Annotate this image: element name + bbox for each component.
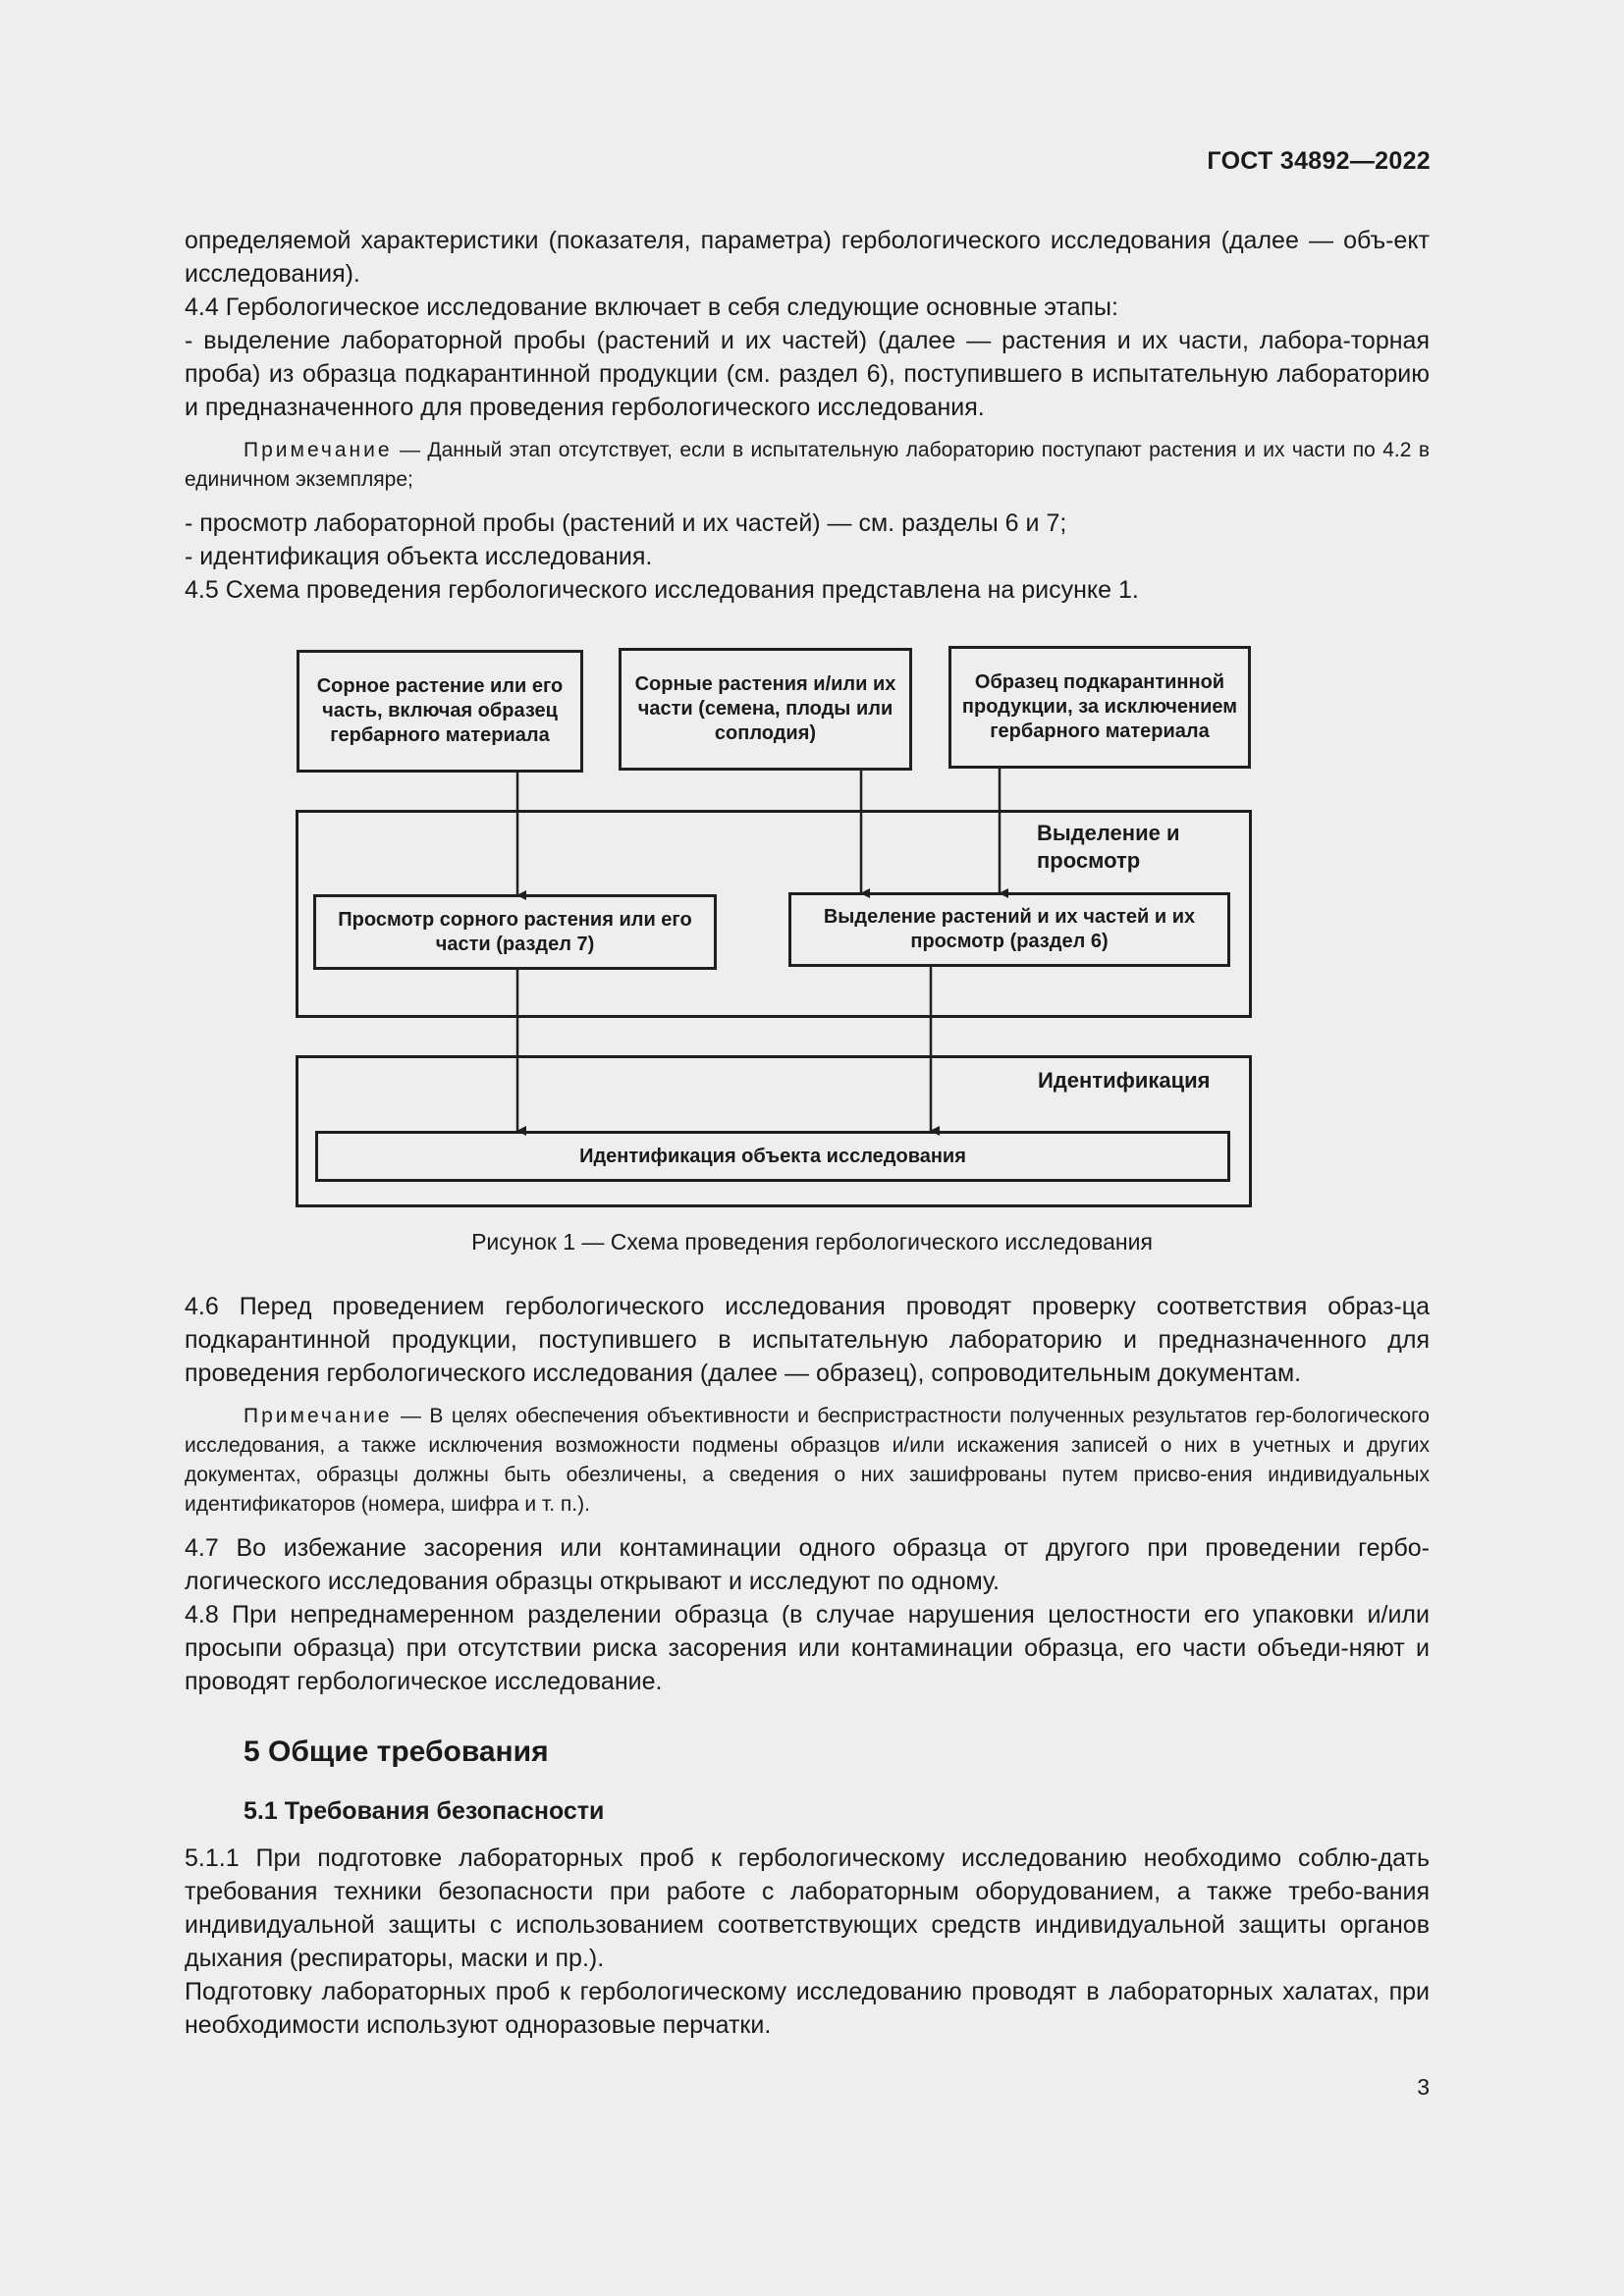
paragraph: определяемой характеристики (показателя, параметра) гербологического исследования (далее — объ-ект исследования). [185, 227, 1430, 288]
note-text: — В целях обеспечения объективности и беспристрастности полученных результатов гер-бологического исследования, а также исключения возможности подмены образцов и/или искажения записей о них в учетных и других документах, образцы должны быть обезличены, а сведения о них зашифрованы путем присво-ения индивидуальных идентификаторов (номера, шифра и т. п.). [185, 1405, 1430, 1516]
paragraph-4-4: 4.4 Гербологическое исследование включает в себя следующие основные этапы: [185, 294, 1118, 321]
section-title: 5 Общие требования [244, 1735, 549, 1768]
box-weed-plant: Сорное растение или его часть, включая образец гербарного материала [297, 650, 583, 773]
paragraph-5-1-1: 5.1.1 При подготовке лабораторных проб к гербологическому исследованию необходимо соблю-дать требования техники безопасности при работе с лабораторным оборудованием, а также требо-вания индивидуальной защиты с использованием соответствующих средств индивидуальной защиты органов дыхания (респираторы, маски и пр.). [185, 1844, 1430, 1972]
frame-identification [296, 1055, 1252, 1207]
box-view-weed: Просмотр сорного растения или его части (раздел 7) [313, 894, 717, 970]
paragraph-list-item: - выделение лабораторной пробы (растений и их частей) (далее — растения и их части, лабора-торная проба) из образца подкарантинной продукции (см. раздел 6), поступившего в испытательную лабораторию и предназначенного для проведения гербологического исследования. [185, 327, 1430, 421]
box-quarantine-sample: Образец подкарантинной продукции, за исключением гербарного материала [948, 646, 1251, 769]
intro-text-block [185, 224, 1430, 607]
note-label: Примечание [244, 439, 393, 461]
document-code: ГОСТ 34892—2022 [1207, 147, 1431, 175]
note [185, 436, 1430, 495]
paragraph-list-item: - идентификация объекта исследования. [185, 543, 653, 570]
page-number: 3 [1417, 2074, 1430, 2100]
frame-label-extraction: Выделение и просмотр [1037, 821, 1180, 873]
box-extract-plants: Выделение растений и их частей и их просмотр (раздел 6) [788, 892, 1230, 967]
paragraph: Подготовку лабораторных проб к гербологическому исследованию проводят в лабораторных халатах, при необходимости используют одноразовые перчатки. [185, 1978, 1430, 2039]
frame-label-identification: Идентификация [1038, 1068, 1211, 1093]
body-text-block [185, 1290, 1430, 2042]
note-label: Примечание [244, 1405, 393, 1427]
note [185, 1402, 1430, 1520]
paragraph-list-item: - просмотр лабораторной пробы (растений и их частей) — см. разделы 6 и 7; [185, 509, 1067, 537]
paragraph-4-5: 4.5 Схема проведения гербологического исследования представлена на рисунке 1. [185, 576, 1139, 604]
box-weeds-and-parts: Сорные растения и/или их части (семена, плоды или соплодия) [619, 648, 912, 771]
frame-extraction-and-view [296, 810, 1252, 1018]
paragraph-4-7: 4.7 Во избежание засорения или контаминации одного образца от другого при проведении гербо-логического исследования образцы открывают и исследуют по одному. [185, 1534, 1430, 1595]
subsection-title: 5.1 Требования безопасности [244, 1797, 605, 1825]
box-identify-object: Идентификация объекта исследования [315, 1131, 1230, 1182]
figure-caption: Рисунок 1 — Схема проведения гербологического исследования [471, 1229, 1153, 1255]
note-text: — Данный этап отсутствует, если в испытательную лабораторию поступают растения и их части по 4.2 в единичном экземпляре; [185, 439, 1430, 491]
paragraph-4-8: 4.8 При непреднамеренном разделении образца (в случае нарушения целостности его упаковки и/или просыпи образца) при отсутствии риска засорения или контаминации образца, его части объеди-няют и проводят гербологическое исследование. [185, 1601, 1430, 1695]
paragraph-4-6: 4.6 Перед проведением гербологического исследования проводят проверку соответствия образ-ца подкарантинной продукции, поступившего в испытательную лабораторию и предназначенного для проведения гербологического исследования (далее — образец), сопроводительным документам. [185, 1293, 1430, 1387]
